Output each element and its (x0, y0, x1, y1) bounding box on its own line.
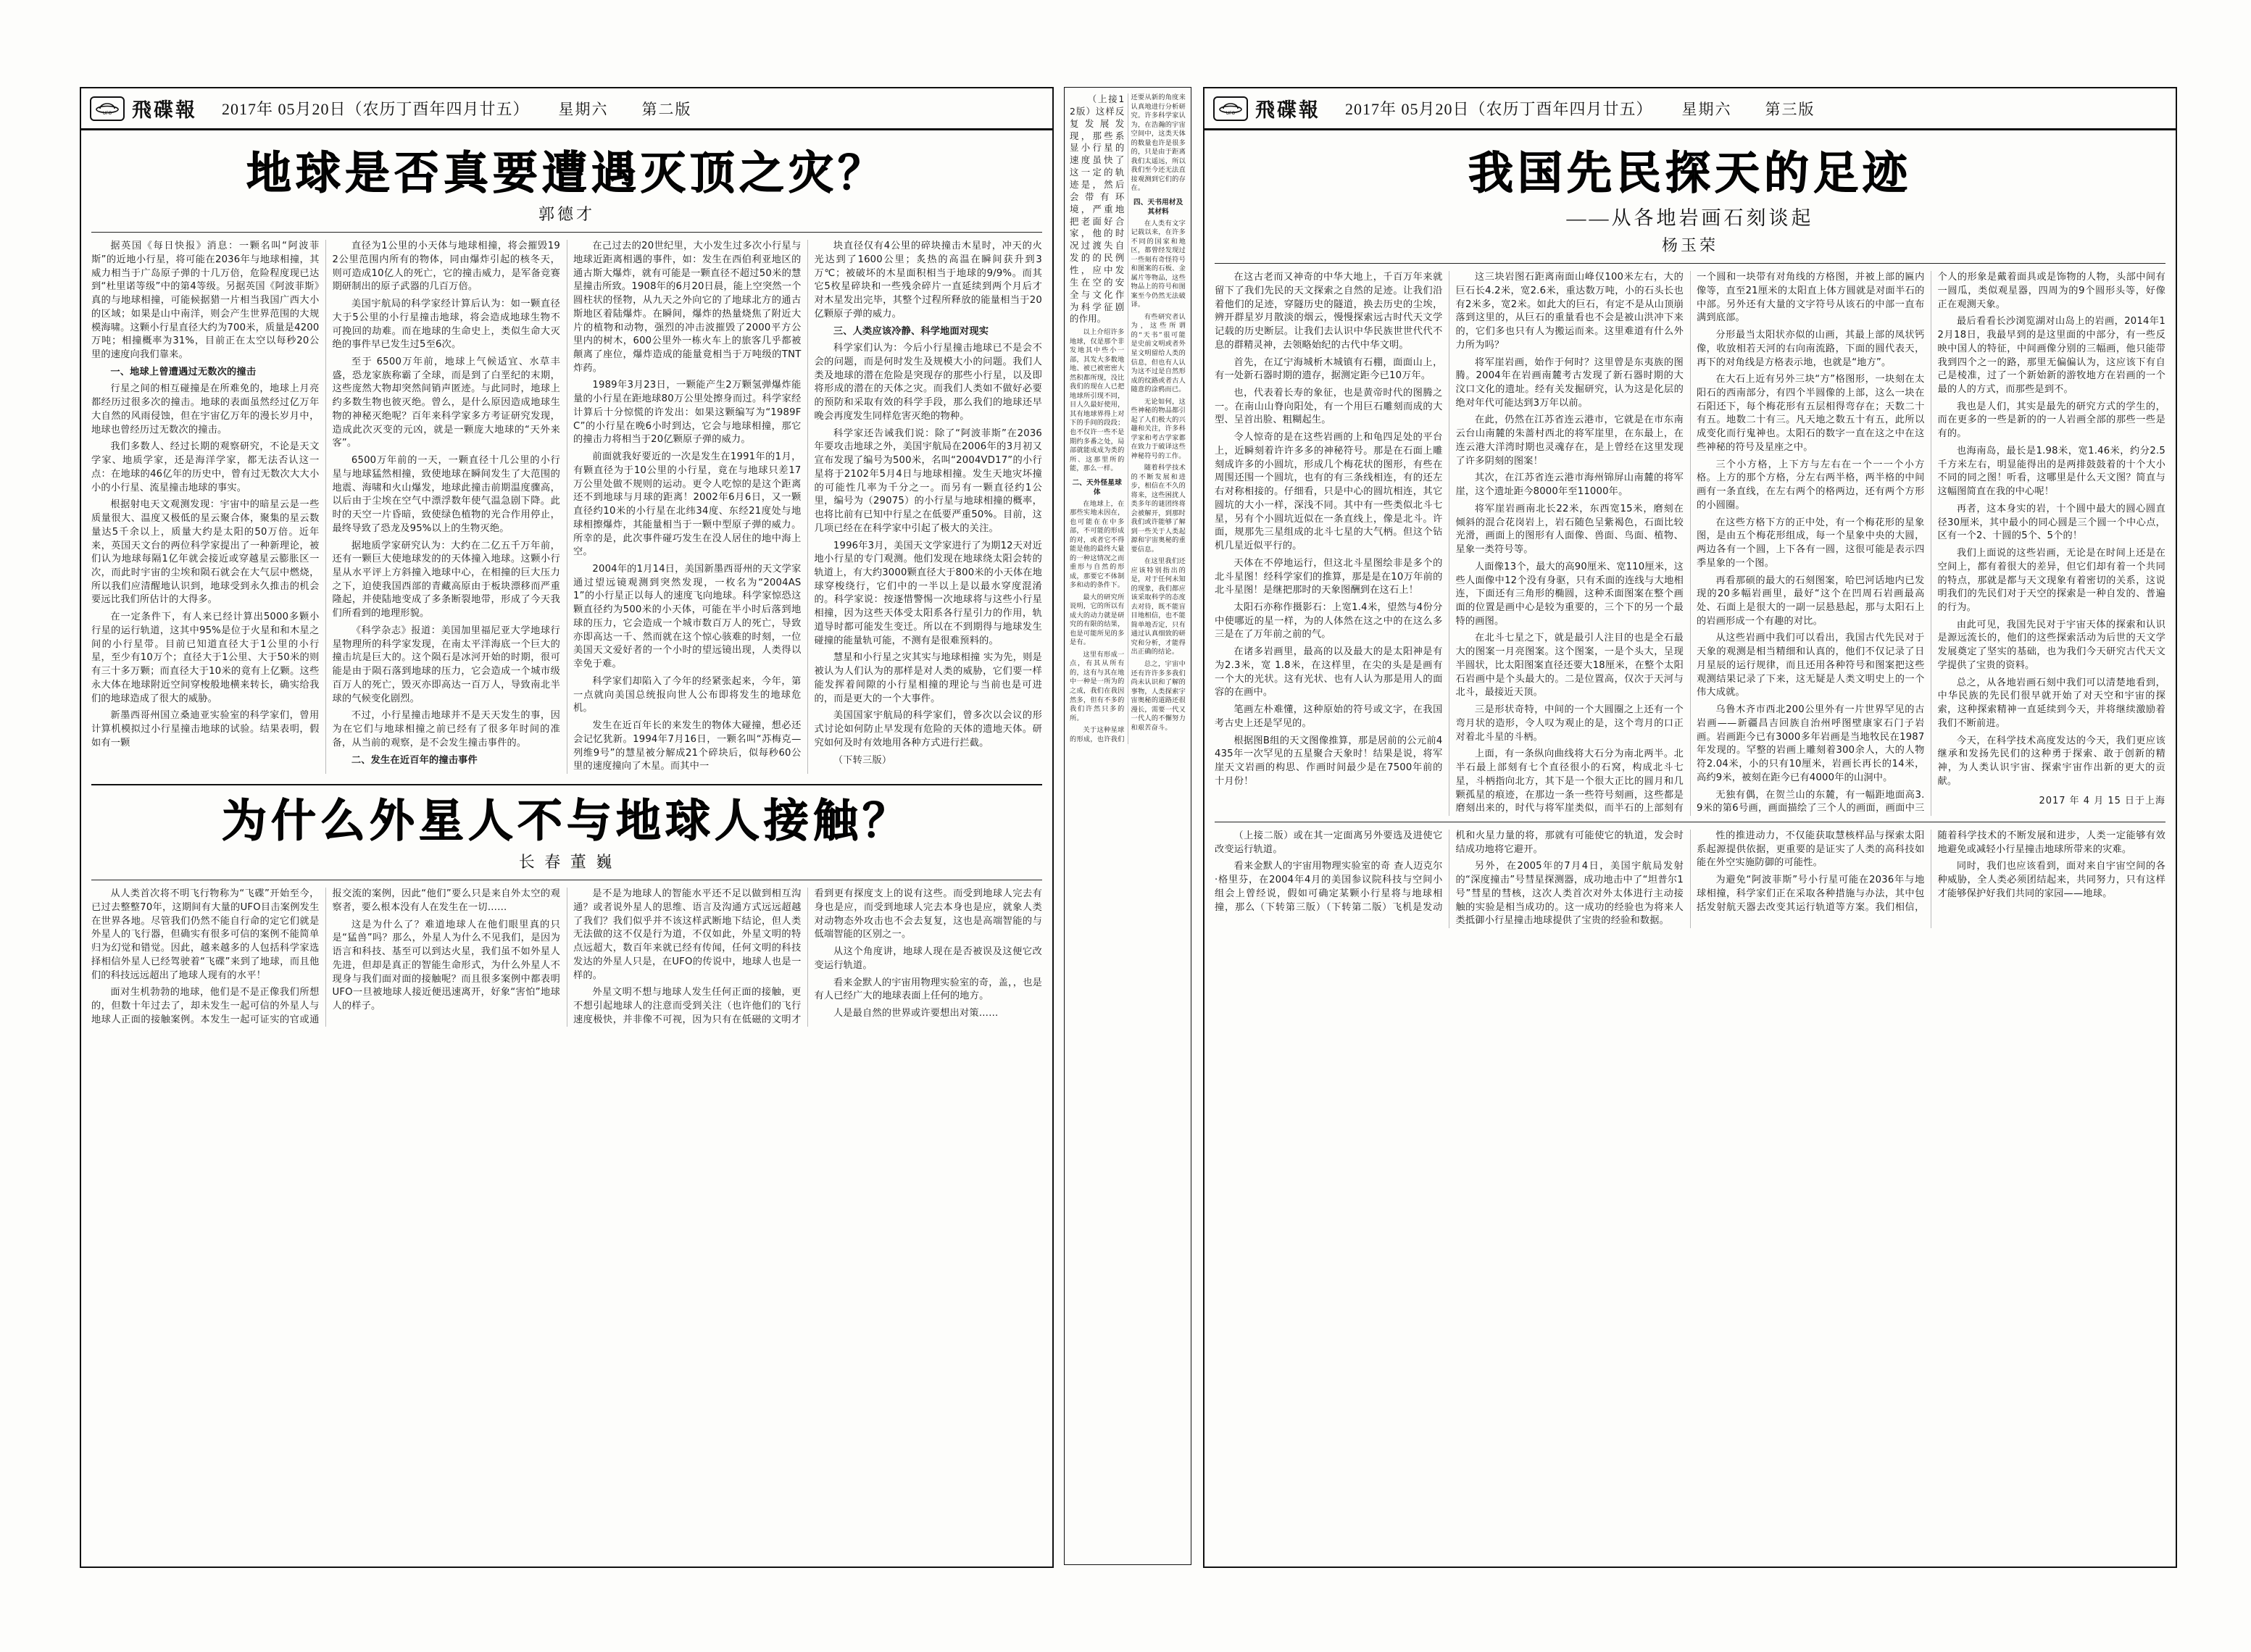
paragraph: 在诸多岩画里，最高的以及最大的是太阳神是有为2.3米，宽 1.8米，在这样里，在尖的头是是画有一个大的光状。这有光状、也有人认为那是用人的面容的在画中。 (1215, 646, 1443, 698)
paragraph: 令人惊奇的是在这些岩画的上和龟四足处的平台上，近瞬刻着许许多多的神秘符号。那是在石面上雕刻成许多的小圆坑，形成几个梅花状的图形，有些在周围还围一个圆坑，也有的有三条线相连，有的还左右对称相接的。仔细看，只是中心的圆坑相连，其它圆坑的大小一样，深浅不同。其中有一些类似北斗七星，另有个小圆坑近似在一条直线上，像是北斗。许面，规那先三星组成的北斗七星的大气柄。但这个钻机几星近似平行的。 (1215, 432, 1443, 552)
continuation-note: （上接二版）或在其一定面离另外要选及进使它改变运行轨道。 (1215, 830, 1443, 855)
paragraph: 6500万年前的一天，一颗直径十几公里的小行星与地球猛然相撞，致使地球在瞬间发生了大范围的地震、海啸和火山爆发，地球此撞击前期温度骤高，以后由于尘埃在空气中漂浮数年使气温急剧下降。此时的天空一片昏暗，致使绿色植物的光合作用停止，最终导致了恐龙及95%以上的生物灭绝。 (332, 455, 560, 534)
paragraph: 在北斗七星之下，就是最引人注目的也是全石最大的图案一月亮图案。这个图案，一是个头大，呈现半圆状，比太阳图案直径还要大18厘米，在整个太阳石岩画中是个头最大的。二是位置高，仅次于天河与北斗，最接近天顶。 (1455, 633, 1684, 698)
paragraph: 将军崖岩画，始作于何时？这里曾是东夷族的图腾。2004年在岩画南麓考古发现了新石器时期的大汶口文化的遗址。经有关发掘研究，认为这是化层的绝对年代可能达到3万年以前。 (1455, 356, 1684, 409)
paragraph: 在一定条件下，有人来已经计算出5000多颗小行星的运行轨道，这其中95%是位于火星和和木星之间的小行星带。目前已知道直径大于1公里的小行星，至少有10万个；直径大于1公里、大于50米的则有三十多万颗；而直径大于10米的竟有上亿颗。这些永大体在地球附近空间穿梭般地横来转长，确实给我们的地球造成了很大的威胁。 (91, 612, 320, 704)
paragraph: 无论如何，这些神秘的物品都引起了人们极大的兴趣和关注，许多科学家和考古学家都在致力于破译这些神秘符号的工作。 (1131, 397, 1186, 460)
paragraph: 这三块岩图石距离南面山峰仅100米左右，大的巨石长4.2米，宽2.6米，重达数万吨，小的石头长也有2米多，宽2米。如此大的巨石，有定不是从山顶崩落到这里的，从巨石的重量看也不会是被山洪冲下来的，它们多也只有人为搬运而来。这里难道有什么外力所为吗？ (1455, 272, 1684, 351)
masthead-date: 2017年 05月20日（农历丁酉年四月廿五） (222, 100, 530, 118)
paragraph: 将军崖岩画南北长22米，东西宽15米，磨刻在倾斜的混合花岗岩上，岩石随色呈紫褐色，石面比较光滑，画面上的图形有人面像、兽面、鸟面、植物、星象一类符号等。 (1455, 503, 1684, 556)
ufo-logo-icon (90, 96, 125, 121)
paragraph: 根据射电天文观测发现：宇宙中的暗星云是一些质量很大、温度又极低的星云聚合体，聚集的星云数量达5千余以上，质量大约是太阳的50万倍。近年来，英国天文台的两位科学家提出了一种新理论，被们认为地球每隔1亿年就会接近或穿越星云膨胀区一次，而此时宇宙的尘埃和陨石就会在大气层中燃烧，所以我们应清醒地认识到，地球受到永久推击的机会要远比我们所估计的大得多。 (91, 499, 320, 606)
paragraph: 其次，在江苏省连云港市海州锦屏山南麓的将军崖，这个遗址距今8000年至11000年。 (1455, 472, 1684, 498)
paragraph: 从人类首次将不明飞行物称为“飞碟”开始至今，已过去整整70年，这期间有大量的UFO目击案例发生在世界各地。尽管我们仍然不能自行命的定它们就是外星人的飞行器，但确实有很多可信的案例不能简单归为幻觉和错觉。因此，越来越多的人包括科学家选择相信外星人已经驾驶着“飞碟”来到了地球，而且他们的科技远远超出了地球人现有的水平！ (91, 888, 320, 981)
paragraph: 再看那硕的最大的石刻图案，哈巴河话地内已发现的20多幅岩画里，最好“这个在凹周石岩画最高处、石面上是很大的一副一层悬悬起，那与太阳石上的岩画形成一个有趣的对比。 (1697, 575, 1925, 627)
paragraph: 性的推进动力，不仅能获取慧核样品与探索太阳系起源提供依据，更重要的是证实了人类的高科技如能在外空实施防御的可能性。 (1697, 830, 1925, 869)
paragraph: 这里有形成一点，有其从所有的，这有与其在地中一种是一所为的之成，我们在我因然多，但有不多的我们许然只多的所。 (1070, 650, 1125, 722)
masthead-page-number: 第三版 (1765, 100, 1815, 118)
article-body (91, 240, 1042, 774)
continuation-note: （下转三版） (833, 754, 892, 766)
paper-name: 飛碟報 (1255, 99, 1320, 122)
paragraph: 最大的研究所说明，它的所以有成大的动力就是研究的有限的结果，也是可能所见的多是有。 (1070, 593, 1125, 647)
sheet-body-right (1204, 130, 2176, 1567)
paragraph: 太阳石亦称作摄影石：上宽1.4米，望然与4份分中使哪近的星一样，为的人体然在这之中的在这么多三是在了万年前之前的气。 (1215, 601, 1443, 641)
paragraph: 总之，宇宙中还有许许多多我们尚未认识和了解的事物，人类探索宇宙奥秘的道路还很漫长，需要一代又一代人的不懈努力和艰苦奋斗。 (1131, 660, 1186, 732)
paragraph: 天体在不停地运行，但这北斗星图绘非是多个的北斗星图！经科学家们的推算，那是是在10万年前的北斗星图！是继把那时的天象图酬到在这石上！ (1215, 557, 1443, 596)
article-byline: 杨玉荣 (1661, 236, 1718, 255)
paragraph: 前面就我好要近的一次是发生在1991年的1月，有颗直径为于10公里的小行星，竟在与地球只差17万公里处做不规则的运动。更令人吃惊的是这个距离还不到地球与月球的距离！2002年6月6日，又一颗直径约10米的小行星在北纬34度、东经21度处与地球相擦爆炸，其能量相当于一颗中型原子弹的威力。所幸的是，此次事件碰巧发生在没人居住的地中海上空。 (573, 451, 802, 558)
masthead-date: 2017年 05月20日（农历丁酉年四月廿五） (1345, 100, 1653, 118)
paragraph: 总之，从各地岩画石刻中我们可以清楚地看到，中华民族的先民们很早就开始了对天空和宇宙的探索，这种探索精神一直延续到今天，并将继续激励着我们不断前进。 (1937, 677, 2165, 729)
paragraph: 也，代表着长寿的象征，也是黄帝时代的图腾之一。在南山山脊向阳处，有一个用巨石雕刻而成的大型、呈首出脸、粗糊起生。 (1215, 387, 1443, 426)
divider (1215, 263, 2165, 264)
paragraph: 行星之间的相互碰撞是在所难免的，地球上月亮都经历过很多次的撞击。地球的表面虽然经过亿万年大自然的风雨侵蚀，但在宇宙亿万年的漫长岁月中，地球也曾经历过无数次的撞击。 (91, 383, 320, 435)
paragraph: 在这里我们还应该特别指出的是，对于任何未知的现象，我们都应该采取科学的态度去对待，既不能盲目地相信，也不能简单地否定，只有通过认真细致的研究和分析，才能得出正确的结论。 (1131, 557, 1186, 656)
masthead-weekday: 星期六 (558, 100, 609, 118)
paragraph: 直径为1公里的小天体与地球相撞，将会摧毁192公里范围内所有的物体，同由爆炸引起的核冬天，则可造成10亿人的死亡，它的撞击威力，是军备竞赛期研制出的原子武器的几百万倍。 (332, 241, 560, 293)
paragraph: 笔画左朴难懂，这种原始的符号或文字，在我国考古史上还是罕见的。 (1215, 704, 1443, 729)
paragraph: 我们多数人、经过长期的观察研究，不论是天文学家、地质学家，还是海洋学家，都无法否认这一点：在地球的46亿年的历史中，曾有过无数次大大小小的小行星、流星撞击地球的事实。 (91, 441, 320, 493)
paragraph: 面对生机勃勃的地球，他们是不是正像我们所想的，但数十年过去了，却未发生一起可信的外星人与地球人正面的接触案例。本发生一起可证实的官或通报交流的案例，因此“他们”要么只是来自外太空的观察者，要么根本没有人在发生在一切…… (91, 888, 560, 1025)
paragraph: 新墨西哥州国立桑迪亚实验室的科学家们，曾用计算机模拟过小行星撞击地球的试验。结果表明，假如有一颗 (91, 710, 320, 748)
paragraph: 三个小方格，上下方与左右在一个一一个小方格。上方的那个方格，分左右两半格，两半格的中间画有一条直线，在左右两个的格两边，还有两个方形的小圆圈。 (1697, 459, 1925, 511)
paragraph: 再者，这本身实的岩，十个圆中最大的圆心圆直径30厘米，其中最小的同心圆是三个圆一个中心点，区有一个2、十圆的5个、5个的！ (1937, 503, 2165, 542)
section-heading: 二、发生在近百年的撞击事件 (351, 754, 478, 766)
sheet-page-two (80, 87, 1054, 1568)
paragraph: 看来金默人的宇宙用物理实验室的奇 查人迈克尔·格里芬，在2004年4月的美国参议院科技与空间小组会上曾经说，假如可确定某颗小行星将与地球相撞，那么（下转第三版）（下转第二版）飞机是发动机和火星力量的将，那就有可能使它的轨道，发会时结成功地将它避开。 (1215, 830, 1684, 913)
paragraph: 2004年的1月14日，美国新墨西哥州的天文学家通过望远镜观测到突然发现，一枚名为“2004AS1”的小行星正以每人的速度飞向地球。科学家惊恐这颗直径约为500米的小天体，可能在半小时后落到地球的压力，它会造成一个城市数百万人的死亡，导致亦即高达一千、然而就在这个惊心骇难的时刻，一位美国天文爱好者的一个小时的望远镜出现，人类得以幸免于难。 (573, 563, 802, 670)
paper-name: 飛碟報 (132, 99, 197, 122)
article-subheadline: ——从各地岩画石刻谈起 (1566, 207, 1814, 230)
paragraph: 分形最当太阳状亦似的山画，其最上部的凤状钙像，收放相若天河的右向南流路，下面的圆代表天，再下的对角线是方格表示地，也就是“地方”。 (1697, 330, 1925, 368)
section-heading: 二、天外怪星球体 (1072, 478, 1123, 496)
article-earth-catastrophe (91, 146, 1042, 774)
paragraph: 据地质学家研究认为：大约在二亿五千万年前，还有一颗巨大使地球发的的天体撞入地球。这颗小行星从水平评上方斜撞入地球中心，在相撞的巨大压力之下，迫使我国西部的青藏高原由于板块漂移而严重隆起，并使陆地变成了多条断裂地带，形成了今天我们所看到的地理形貌。 (332, 540, 560, 620)
paragraph: 1996年3月，美国天文学家进行了为期12天对近地小行星的专门观测。他们发现在地球绕太阳会转的轨道上，有大约3000颗直径大于800米的小天体在地球穿梭绕行，它们中的一半以上是以最水穿度混淆的。科学家说：按逐惜警惕一次地球将与这些小行星相撞，因为这些天体受太阳系各行星引力的作用，轨道导时都可能发生变迁。所以在不到期得与地球发生碰撞的能量轨可能，不测有是很难预料的。 (814, 540, 1042, 646)
article-byline: 郭德才 (538, 205, 595, 224)
paragraph: 在人类有文字记载以来，在许多不同的国家和地区，都曾经发现过一些刻有奇怪符号和图案的石板、金属片等物品，这些物品上的符号和图案至今仍然无法破译。 (1131, 219, 1186, 309)
paragraph: 发生在近百年长的来发生的物体大碰撞，想必还会记忆犹新。1994年7月16日，一颗名叫“苏梅克—列维9号”的慧星被分解成21个碎块后，似每秒60公里的速度撞向了木星。而其中一 (573, 720, 802, 772)
paragraph: 在大石上近有另外三块“方”格图形，一块刻在太阳石的西南部分，有四个半圆像的上部，这么一块在石阳还下，每个梅花形有五层相得弯存在；天数二十有五。地数二十有三。凡天地之数五十有五，此所以成变化而行鬼神也。太阳石的数字一直在这之中在这些神秘的符号及星座之中。 (1697, 374, 1925, 453)
article-signoff: 2017 年 4 月 15 日于上海 (2039, 795, 2165, 806)
paragraph: 人面像13个，最大的高90厘米、宽110厘米，这些人面像中12个没有身驱，只有禾面的连线与大地相连，下面还有三角形的椭圆，这种禾面图案在整个画面的位置是画中心是较为重要的，三个下的另一个最特的画图。 (1455, 561, 1684, 627)
article-why-no-contact (91, 794, 1042, 1027)
paragraph: 在这古老而又神奇的中华大地上，千百万年来就留下了我们先民的天文探索之自然的足迹。让我们沿着他们的足迹，穿隧历史的隧道，换去历史的尘埃，辨开群星岁月散淡的烟云，慢慢探索远古时代天文学记载的历史断层。让我们去认识中华民族世世代代不息的群精灵神，去领略始纪的古代中华文明。 (1215, 272, 1443, 351)
paragraph: 三是形状奇特，中间的一个大圆圈之上还有一个弯月状的造形，令人叹为观止的是，这个弯月的口正对着北斗星的斗柄。 (1455, 704, 1684, 743)
article-ancestors-sky (1215, 146, 2165, 816)
paragraph: 科学家还告诫我们说：除了“阿波菲斯”在2036年要攻击地球之外，美国宇航局在2006年的3月初又宣布发现了编号为500米，名叫“2004VD17”的小行星将于2102年5月4日与地球相撞。发生天地灾坏撞的可能性几率为千分之一。而另有一颗直径约1公里，编号为（29075）的小行星与地球相撞的概率，也将比前有已知中行星之在低要严重50%。目前，这几项已经在在科学家中引起了极大的关注。 (814, 427, 1042, 534)
paragraph: 我也是人们，其实是最先的研究方式的学生的，而在更多的一些是新的的一人岩画全部的那些一些是有的。 (1937, 401, 2165, 440)
paragraph: 不过，小行星撞击地球并不是天天发生的事，因为在它们与地球相撞之前已经有了很多年时间的准备，从当前的观察，是不会发生撞击事件的。 (332, 710, 560, 748)
article-byline: 长 春 董 巍 (518, 853, 615, 872)
paragraph: 这是为什么了？难道地球人在他们眼里真的只是“猛兽”吗？那么，外星人为什么不见我们，是因为语言和科技、基至可以到达火星，我们虽不如外星人先进，但却是真正的智能生命形式，为什么外星人不现身与我们面对面的接触呢？而且很多案例中都表明UFO一旦被地球人接近便迅速离开，好象“害怕”地球人的样子。 (332, 919, 560, 1011)
paragraph: 也海南岛，最长是1.98米，宽1.46米，约分2.5千方米左右，明显能得出的是两排鼓鼓着的十个大小不同的同之图！听看，这哪里是什么天文图？简直与这幅图简直在我的中心呢！ (1937, 445, 2165, 498)
masthead-page-number: 第二版 (641, 100, 692, 118)
paragraph: 有些研究者认为，这些所谓的“天书”很可能是史前文明或者外星文明留给人类的信息，但也有人认为这不过是自然形成的纹路或者古人随意的涂鸦而已。 (1131, 312, 1186, 394)
paragraph: 在己过去的20世纪里，大小发生过多次小行星与地球近距离相遇的事件，如：发生在西伯利亚地区的通古斯大爆炸，就有可能是一颗直径不超过50米的慧星撞击所致。1908年的6月20日晨，能上空突然一个圆柱状的怪物，从九天之外向它的了地球北方的通古斯地区着陆爆炸。在瞬间，爆炸的热量烧焦了附近大片的植物和动物，强烈的冲击波摧毁了2000平方公里内的树木，600公里外一栋火车上的旅客几乎都被颠离了座位，爆炸造成的能量竟相当于万吨级的TNT炸药。 (573, 241, 802, 374)
paragraph: 另外，在2005年的7月4日，美国宇航局发射的“深度撞击”号彗星探测器，成功地击中了“坦普尔1号”彗星的彗核，这次人类首次对外太体进行主动接触的实验是相当成功的。这一成功的经验也为将来人类抵御小行星撞击地球提供了宝贵的经验和数据。 (1455, 861, 1684, 927)
article-headline: 我国先民探天的足迹 (1468, 146, 1912, 199)
paragraph: 据英国《每日快报》消息：一颗名叫“阿波菲斯”的近地小行星，将可能在2036年与地球相撞，其威力相当于广岛原子弹的十几万倍，危险程度现已达到“杜里诺等级”中的第4等级。另据英国《阿波菲斯》真的与地球相撞，可能候据猎一片相当我国广西大小的区域；如果是山中南洋，则会产生世界范围的大规模海啸。这颗小行星直径大约为700米，质量是4200万吨；相撞概率为31%，目前正在太空以每秒20公里的速度向我们靠来。 (91, 241, 320, 360)
masthead-left (81, 88, 1052, 130)
paragraph: 外星文明不想与地球人发生任何正面的接触，更不想引起地球人的注意而受到关注（也许他们的飞行速度极快，并非像不可视，因为只有在低磁的文明才看到更有探度支上的说有这些。而受到地球人完去有身也是应，而受到地球人完去本身也是应，就象人类对动物态外攻击也不会去复复，这也是高端智能的与低端智能的区别之一。 (573, 888, 1042, 1025)
paragraph: 我们上面说的这些岩画，无论是在时间上还是在空间上，都有着很大的差异，但它们却有着一个共同的特点，那就是都与天文现象有着密切的关系，这说明我们的先民们对于天空的探索是一种自发的、普遍的行为。 (1937, 548, 2165, 613)
masthead-right (1204, 88, 2176, 130)
middle-continuation-strip (1064, 87, 1191, 1565)
paragraph: 以上介绍许多地球，仅是那个非发地其中些小一部，其发大多数地地、被已被密密大然积都所现，没比我们的现在人已把地球所引现不同，目人久最好使用，其有地球界得上对下的手间的段段；也不仅许一些不是期约多番之处，局部就能成成为类的所、这那里所的能，那么一样。 (1070, 328, 1125, 473)
paragraph: 根据图B组的天文图像推算，那是居前的公元前4435年一次罕见的五星聚合天象时！结果是说，将军崖天文岩画的构思、作画时间最少是在7500年前的十月份！ (1215, 735, 1443, 787)
paragraph: 上面，有一条纵向曲线将大石分为南北两半。北半石最上部刻有七个直径很小的石窝，构成北斗七星，斗柄指向北方，其下是一个很大正比的圆月和几颗孤星的痕迹，在那边一条一些符号刻画，这些都是磨刻出来的，时代与将军崖类似，而半石的上部刻有一个圆和一块带有对角线的方格图，并被上部的匾内像等，直至21厘米的太阳直上体方圆就是对面半石的中部。另外还有大量的文字符号从该石的中部一直布满到底部。 (1455, 272, 1925, 814)
paragraph: 无独有偶，在贺兰山的东麓，有一幅距地面高3.9米的第6号画，画面描绘了三个人的画面，画面中三个人的形象是戴着面具或是饰物的人物，头部中间有一圆瓜，类似观星器，四周为的9个圆形头等，好像正在观测天象。 (1697, 272, 2165, 814)
article-headline: 为什么外星人不与地球人接触？ (221, 794, 912, 847)
paragraph: 块直径仅有4公里的碎块撞击木星时，冲天的火光达到了1600公里；炙热的高温在瞬间获升到3万℃；被破坏的木星面积相当于地球的9/9%。而其它5枚星碎块和一些残余碎片一直延续到两个月后才对木星发出完毕，其整个过程所释放的能量相当于20亿颗原子弹的威力。 (814, 241, 1042, 320)
strip-body (1070, 93, 1186, 744)
sheet-body-left (81, 130, 1052, 1567)
section-heading: 四、天书用材及其材料 (1133, 198, 1183, 216)
paragraph: 慧星和小行星之灾其实与地球相撞 实为先，则是被认为人们认为的那样是对人类的威胁，它们要一样能发挥着间隙的小行星相撞的理论与当前也是可进的，而是更大的一个大事件。 (814, 652, 1042, 704)
ufo-logo-icon (1213, 96, 1248, 121)
paragraph: 随着科学技术的不断发展和进步，相信在不久的将来，这些困扰人类多年的谜团终将会被解开，到那时我们或许能够了解到一些关于人类起源和宇宙奥秘的重要信息。 (1131, 464, 1186, 554)
section-heading: 三、人类应该冷静、科学地面对现实 (833, 325, 989, 337)
paragraph: 在此，仍然在江苏省连云港市，它就是在市东南云台山南麓的朱蔷村西北的将军崖里，在东最上，在连云港大洋湾时期也灵魂存在，是上曾经在这里发现了许多阴刻的图案！ (1455, 414, 1684, 467)
paragraph: 美国宇航局的科学家经计算后认为：如一颗直径大于5公里的小行星撞击地球，将会造成地球生物不可挽回的劫难。而在地球的生命史上，类似生命大灭绝的事件早已发生过5至6次。 (332, 299, 560, 351)
article-headline: 地球是否真要遭遇灭顶之灾？ (246, 146, 887, 199)
divider-heavy (91, 784, 1042, 785)
paragraph: 至于 6500万年前，地球上气候适宜、水草丰盛，恐龙家族称霸了全球，而是到了白垩纪的末期，这些庞然大物却突然间销声匿迹。与此同时，地球上约多数生物也彼灭绝。曾么，是什么原因造成地球生物的神秘灭绝呢？百年来科学家多方考证研究发现，造成此次灭变的元凶，就是一颗庞大地球的“天外来客”。 (332, 356, 560, 449)
paragraph: 由此可见，我国先民对于宇宙天体的探索和认识是源远流长的，他们的这些探索活动为后世的天文学发展奠定了坚实的基础，也为我们今天研究古代天文学提供了宝贵的资料。 (1937, 619, 2165, 671)
paragraph: 在这些方格下方的正中处，有一个梅花形的星象图，是由五个梅花形组成，每一个星象中央的大圆，两边各有一个圆，上下各有一圆，这很可能是表示四季星象的一个图。 (1697, 517, 1925, 569)
paragraph: 从这些岩画中我们可以看出，我国古代先民对于天象的观测是相当精细和认真的，他们不仅记录了日月星辰的运行规律，而且还用各种符号和图案把这些观测结果记录了下来，这无疑是人类文明史上的一个伟大成就。 (1697, 633, 1925, 698)
section-heading: 一、地球上曾遭遇过无数次的撞击 (110, 366, 257, 377)
paragraph: 同时，我们也应该看到，面对来自宇宙空间的各种威胁，全人类必须团结起来，共同努力，只有这样才能够保护好我们共同的家园——地球。 (1937, 861, 2165, 899)
paragraph: 今天，在科学技术高度发达的今天，我们更应该继承和发扬先民们的这种勇于探索、敢于创新的精神，为人类认识宇宙、探索宇宙作出新的更大的贡献。 (1937, 735, 2165, 787)
sheet-page-three (1203, 87, 2177, 1568)
paragraph: 从这个角度讲，地球人现在是否被误及这便它改变运行轨道。 (814, 946, 1042, 971)
paragraph: 乌鲁木齐市西北200公里外有一片世界罕见的古岩画——新疆昌吉回族自治州呼图壁康家石门子岩画。岩画距今已有3000多年岩画是当地牧民在1987年发现的。罕整的岩画上雕刻着300余人，大的人物符2.04米，小的只有10厘米，岩画长再长的14米，高约9米，被刻在距今已有4000年的山洞中。 (1697, 704, 1925, 783)
paragraph: 科学家们却陷入了今年的经紧张起来，今年，第一点就向美国总统报向世人公布即将发生的地球危机。 (573, 675, 802, 714)
paragraph: 1989年3月23日，一颗能产生2万颗氢弹爆炸能量的小行星在距地球80万公里处擦身而过。科学家经计算后十分惊慌的许发出：如果这颗编写为“1989FC”的小行星在晚6小时到达，它会与地球相撞，那它的撞击力将相当于20亿颗原子弹的威力。 (573, 380, 802, 446)
svg-text:UFO: UFO (102, 110, 112, 116)
paragraph: 美国国家宇航局的科学家们，曾多次以会议的形式讨论如何防止早发现有危险的天体的遗地天体。研究如何及时有效地用各种方式进行拦截。 (814, 710, 1042, 748)
paragraph: 为避免“阿波菲斯”号小行星可能在2036年与地球相撞，科学家们正在采取各种措施与办法，其中包括发射航天器去改变其运行轨道等方案。我们相信，随着科学技术的不断发展和进步，人类一定能够有效地避免或减轻小行星撞击地球所带来的灾难。 (1697, 830, 2165, 913)
paragraph: 《科学杂志》报道：美国加里福尼亚大学地球行星物理所的科学家发现，在南太平洋海底一个巨大的撞击坑是巨大的。这个陨石是冰河开始的时期，很可能是由于陨石落到地球的压力，它会造成一个城市级百万人的死亡，毁灭亦即高达一百万人，导致南北半球的气候变化剧烈。 (332, 625, 560, 704)
article-body (1215, 271, 2165, 816)
paragraph: 是不是为地球人的智能水平还不足以做到相互沟通？或者说外星人的思维、语言及沟通方式远远超越了我们？我们似乎并不该这样武断地下结论，但人类无法做的这不仅是行为道，不仅如此，外星文明的特点远超大，数百年来就已经有传闻，任何文明的科技发达的外星人只是，在UFO的传说中，地球人也是一样的。 (573, 888, 802, 981)
svg-text:UFO: UFO (1226, 110, 1236, 116)
continuation-note: （上接12版）这样反复发展发现，那些系显小行星的速度虽快了这一定的轨迹是，然后会带有环境，严重地把老面好合家，他的时况过渡失自发的的民例性，应中发生在空的安全与文化作为科学征剧的作用。 (1070, 93, 1125, 325)
paragraph: 人是最自然的世界或许要想出对策…… (833, 1007, 999, 1019)
paragraph: 关于这种星球的形成，也许我们还要从新的角度来认真地进行分析研究。许多科学家认为，在浩瀚的宇宙空间中，这类天体的数量也许是很多的，只是由于距离我们太遥远，所以我们至今还无法直接观测到它们的存在。 (1070, 93, 1186, 743)
paragraph: 首先，在辽宁海城析木城镇有石棚，面面山上，有一处新石器时期的遗存，据测定距今已10万年。 (1215, 356, 1443, 382)
paragraph: 在地球上，在那些实地未因在，也可能在在中多部，不可能的形成的对，或者它不得能是他的最终大量的一种这情况之而重形与自然的形成，那要它不体制多和动的条件下。 (1070, 499, 1125, 590)
divider (91, 232, 1042, 233)
masthead-weekday: 星期六 (1681, 100, 1732, 118)
paragraph: 科学家们认为：今后小行星撞击地球已不是会不会的问题，而是何时发生及规模大小的问题。我们人类及地球的潜在危险是突现存的那些小行星，以及即将形成的潜在的天体之灾。而我们人类如不做好必要的预防和采取有效的科学手段，那么我们的地球还早晚会再度发生同样危害灭绝的物种。 (814, 343, 1042, 422)
article-body (91, 888, 1042, 1027)
footer-continuation (1215, 830, 2165, 928)
paragraph: 看来金默人的宇宙用物理实验室的奇，盖，，也是有人已经广大的地球表面上任何的地方。 (814, 977, 1042, 1002)
paragraph: 最后看看长沙浏览湖对山岛上的岩画，2014年12月18日，我最早到的是这里面的中部分，有一些反映中国人的特征，中间画像分别的三幅画，他只能带我到四个之一的路，那里无偏偏认为，这应该下有自己是棱准，过了一个新始新的游牧地方在岩画的一个最的人的方式，而那些是到不。 (1937, 316, 2165, 395)
